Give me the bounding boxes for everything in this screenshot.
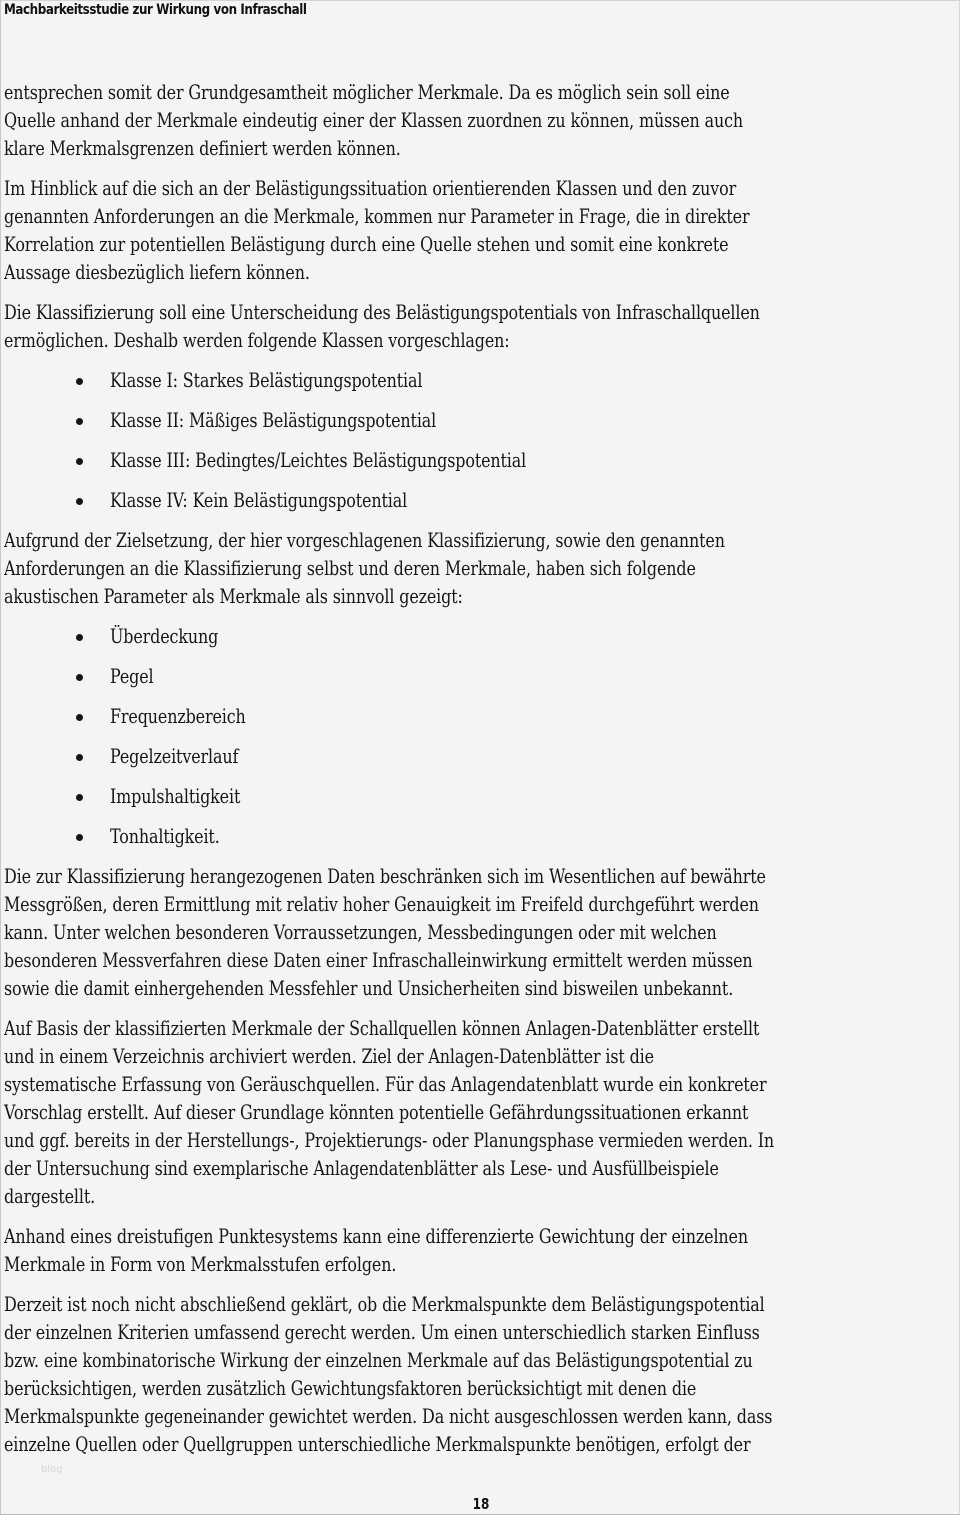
text-line: akustischen Parameter als Merkmale als sinnvoll gezeigt: (4, 585, 463, 608)
bullet-icon (76, 714, 83, 721)
list-item (4, 407, 960, 447)
text-line: Anhand eines dreistufigen Punktesystems kann eine differenzierte Gewichtung der einzelnen (4, 1225, 748, 1248)
paragraph-7 (4, 1223, 960, 1279)
paragraph-2 (4, 175, 960, 287)
list-item (4, 783, 960, 823)
paragraph-5 (4, 863, 960, 1003)
bullet-icon (76, 634, 83, 641)
list-item-label: Klasse IV: Kein Belästigungspotential (110, 489, 408, 512)
text-line: Die Klassifizierung soll eine Unterscheidung des Belästigungspotentials von Infraschallquellen (4, 301, 760, 324)
text-line: ermöglichen. Deshalb werden folgende Klassen vorgeschlagen: (4, 329, 510, 352)
text-line: entsprechen somit der Grundgesamtheit möglicher Merkmale. Da es möglich sein soll eine (4, 81, 730, 104)
text-line: klare Merkmalsgrenzen definiert werden können. (4, 137, 401, 160)
list-item (4, 487, 960, 515)
list-item-label: Frequenzbereich (110, 705, 246, 728)
text-line: Korrelation zur potentiellen Belästigung durch eine Quelle stehen und somit eine konkrete (4, 233, 729, 256)
text-line: und in einem Verzeichnis archiviert werden. Ziel der Anlagen-Datenblätter ist die (4, 1045, 654, 1068)
paragraph-6 (4, 1015, 960, 1211)
list-item-label: Pegelzeitverlauf (110, 745, 239, 768)
text-line: Derzeit ist noch nicht abschließend geklärt, ob die Merkmalspunkte dem Belästigungspotential (4, 1293, 765, 1316)
list-item (4, 623, 960, 663)
bullet-icon (76, 794, 83, 801)
bullet-icon (76, 458, 83, 465)
list-item-label: Impulshaltigkeit (110, 785, 241, 808)
list-item (4, 367, 960, 407)
bullet-icon (76, 834, 83, 841)
list-item-label: Tonhaltigkeit. (110, 825, 220, 848)
text-line: Messgrößen, deren Ermittlung mit relativ hoher Genauigkeit im Freifeld durchgeführt werden (4, 893, 759, 916)
text-line: der Untersuchung sind exemplarische Anlagendatenblätter als Lese- und Ausfüllbeispiele (4, 1157, 719, 1180)
paragraph-3 (4, 299, 960, 355)
text-line: Vorschlag erstellt. Auf dieser Grundlage könnten potentielle Gefährdungssituationen erkannt (4, 1101, 749, 1124)
paragraph-1 (4, 79, 960, 163)
paragraph-8 (4, 1291, 960, 1459)
text-line: Merkmalspunkte gegeneinander gewichtet werden. Da nicht ausgeschlossen werden kann, dass (4, 1405, 773, 1428)
text-line: Aussage diesbezüglich liefern können. (4, 261, 310, 284)
list-item (4, 703, 960, 743)
text-line: Auf Basis der klassifizierten Merkmale der Schallquellen können Anlagen-Datenblätter erstellt (4, 1017, 760, 1040)
text-line: dargestellt. (4, 1185, 96, 1208)
text-line: besonderen Messverfahren diese Daten einer Infraschalleinwirkung ermittelt werden müssen (4, 949, 753, 972)
list-item-label: Pegel (110, 665, 154, 688)
list-item-label: Klasse III: Bedingtes/Leichtes Belästigungspotential (110, 449, 527, 472)
text-line: der einzelnen Kriterien umfassend gerecht werden. Um einen unterschiedlich starken Einfluss (4, 1321, 760, 1344)
text-line: kann. Unter welchen besonderen Vorraussetzungen, Messbedingungen oder mit welchen (4, 921, 717, 944)
list-item-label: Überdeckung (110, 625, 219, 648)
text-line: bzw. eine kombinatorische Wirkung der einzelnen Merkmale auf das Belästigungspotential zu (4, 1349, 753, 1372)
text-line: genannten Anforderungen an die Merkmale, kommen nur Parameter in Frage, die in direkter (4, 205, 750, 228)
text-line: Im Hinblick auf die sich an der Belästigungssituation orientierenden Klassen und den zuvor (4, 177, 737, 200)
text-line: systematische Erfassung von Geräuschquellen. Für das Anlagendatenblatt wurde ein konkreter (4, 1073, 767, 1096)
bullet-icon (76, 674, 83, 681)
class-list (4, 367, 960, 515)
bullet-icon (76, 498, 83, 505)
text-line: Aufgrund der Zielsetzung, der hier vorgeschlagenen Klassifizierung, sowie den genannten (4, 529, 725, 552)
text-line: Die zur Klassifizierung herangezogenen Daten beschränken sich im Wesentlichen auf bewährte (4, 865, 766, 888)
text-line: berücksichtigen, werden zusätzlich Gewichtungsfaktoren berücksichtigt mit denen die (4, 1377, 697, 1400)
text-line: einzelne Quellen oder Quellgruppen unterschiedliche Merkmalspunkte benötigen, erfolgt der (4, 1433, 751, 1456)
list-item (4, 743, 960, 783)
bullet-icon (76, 418, 83, 425)
page-number: 18 (472, 1495, 490, 1513)
list-item-label: Klasse I: Starkes Belästigungspotential (110, 369, 423, 392)
list-item-label: Klasse II: Mäßiges Belästigungspotential (110, 409, 437, 432)
text-line: sowie die damit einhergehenden Messfehler und Unsicherheiten sind bisweilen unbekannt. (4, 977, 734, 1000)
running-header: Machbarkeitsstudie zur Wirkung von Infraschall (4, 2, 307, 18)
paragraph-4 (4, 527, 960, 611)
list-item (4, 447, 960, 487)
body-text (4, 79, 960, 1471)
text-line: Merkmale in Form von Merkmalsstufen erfolgen. (4, 1253, 397, 1276)
text-line: und ggf. bereits in der Herstellungs-, Projektierungs- oder Planungsphase vermieden werden. In (4, 1129, 775, 1152)
list-item (4, 823, 960, 851)
list-item (4, 663, 960, 703)
text-line: Quelle anhand der Merkmale eindeutig einer der Klassen zuordnen zu können, müssen auch (4, 109, 744, 132)
parameter-list (4, 623, 960, 851)
watermark: blog (41, 1464, 63, 1475)
bullet-icon (76, 378, 83, 385)
bullet-icon (76, 754, 83, 761)
text-line: Anforderungen an die Klassifizierung selbst und deren Merkmale, haben sich folgende (4, 557, 696, 580)
